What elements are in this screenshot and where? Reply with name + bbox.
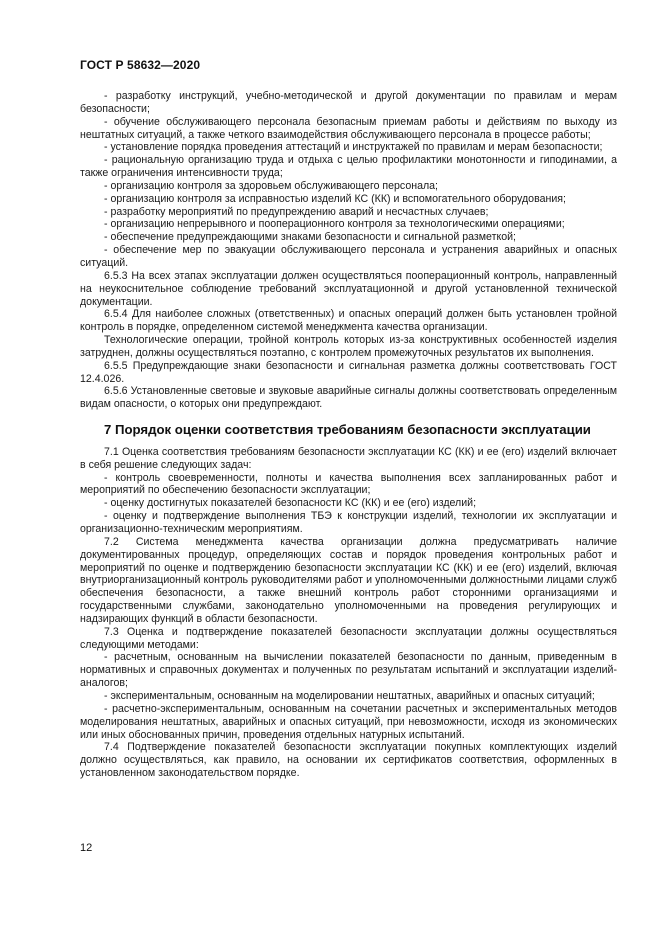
- list-item: - организацию контроля за здоровьем обслуживающего персонала;: [104, 179, 438, 192]
- list-item: - оценку достигнутых показателей безопасности КС (КК) и ее (его) изделий;: [104, 497, 477, 510]
- list-item: - разработку мероприятий по предупреждению аварий и несчастных случаев;: [104, 205, 489, 218]
- list-item: - установление порядка проведения аттестаций и инструктажей по правилам и мерам безопасности;: [104, 141, 603, 154]
- list-item: - обеспечение мер по эвакуации обслуживающего персонала и устранения аварийных и опасных ситуаций.: [80, 244, 617, 269]
- list-item: - организацию контроля за исправностью изделий КС (КК) и вспомогательного оборудования;: [104, 192, 566, 205]
- page-number: 12: [80, 842, 93, 854]
- document-body: [80, 90, 617, 780]
- list-item: - обучение обслуживающего персонала безопасным приемам работы и действиям по выходу из нештатных ситуаций, а также четкого взаимодействия обслуживающего персонала в процессе работы;: [80, 115, 617, 141]
- list-item: - экспериментальным, основанным на моделировании нештатных, аварийных и опасных ситуаций;: [104, 689, 595, 702]
- list-item: - рациональную организацию труда и отдыха с целью профилактики монотонности и гиподинамии, а также ограничения интенсивности труда;: [80, 154, 617, 180]
- list-item: - разработку инструкций, учебно-методической и другой документации по правилам и мерам безопасности;: [80, 90, 617, 115]
- list-item: - расчетно-экспериментальным, основанным на сочетании расчетных и экспериментальных методов моделирования нештатных, аварийных и опасных ситуаций, при невозможности, исходя из экономических или иных обоснованных причин, проведения отдельных натурных испытаний.: [80, 702, 617, 741]
- clause-7-1: 7.1 Оценка соответствия требованиям безопасности эксплуатации КС (КК) и ее (его) изделий включает в себя решение следующих задач:: [80, 445, 617, 471]
- clause-7-3: 7.3 Оценка и подтверждение показателей безопасности эксплуатации должны осуществляться следующими методами:: [80, 625, 617, 651]
- document-header: ГОСТ Р 58632—2020: [80, 58, 201, 72]
- paragraph: Технологические операции, тройной контроль которых из-за конструктивных особенностей изделия затруднен, должны осуществляться поэтапно, с контролем промежуточных результатов их выполнения.: [80, 334, 617, 359]
- list-item: - контроль своевременности, полноты и качества выполнения всех запланированных работ и мероприятий по обеспечению безопасности эксплуатации;: [80, 471, 617, 497]
- list-item: - расчетным, основанным на вычислении показателей безопасности по данным, приведенным в нормативных и справочных документах и полученных по результатам испытаний и эксплуатации изделий-аналогов;: [80, 651, 617, 690]
- clause-7-2: 7.2 Система менеджмента качества организации должна предусматривать наличие документированных процедур, определяющих состав и порядок проведения контрольных работ и мероприятий по оценке и подтверждению безопасности эксплуатации КС (КК) и ее (его) изделий, включая внутриорганизационный контроль руководителями работ и уполномоченными должностными лицами служб обеспечения безопасности, а также внешний контроль работ сторонними организациями и государственными службами, законодательно уполномоченными на проведения регулирующих и надзирающих функций в области безопасности.: [80, 535, 617, 625]
- clause-6-5-6: 6.5.6 Установленные световые и звуковые аварийные сигналы должны соответствовать определенным видам опасности, о которых они предупреждают.: [80, 385, 617, 411]
- clause-6-5-4: 6.5.4 Для наиболее сложных (ответственных) и опасных операций должен быть установлен тройной контроль в порядке, определенном системой менеджмента качества организации.: [80, 308, 617, 334]
- clause-7-4: 7.4 Подтверждение показателей безопасности эксплуатации покупных комплектующих изделий должно осуществляться, как правило, на основании их сертификатов соответствия, оформленных в установленном законодательством порядке.: [80, 741, 617, 780]
- clause-6-5-5: 6.5.5 Предупреждающие знаки безопасности и сигнальная разметка должны соответствовать ГОСТ 12.4.026.: [80, 359, 617, 385]
- clause-6-5-3: 6.5.3 На всех этапах эксплуатации должен осуществляться пооперационный контроль, направленный на неукоснительное соблюдение требований эксплуатационной и другой установленной технической документации.: [80, 269, 617, 308]
- list-item: - организацию непрерывного и пооперационного контроля за технологическими операциями;: [104, 218, 565, 231]
- list-item: - обеспечение предупреждающими знаками безопасности и сигнальной разметкой;: [104, 231, 516, 244]
- section-7-title: 7 Порядок оценки соответствия требованиям безопасности эксплуатации: [104, 422, 591, 438]
- list-item: - оценку и подтверждение выполнения ТБЭ к конструкции изделий, технологии их эксплуатации и организационно-техническим мероприятиям.: [80, 510, 617, 535]
